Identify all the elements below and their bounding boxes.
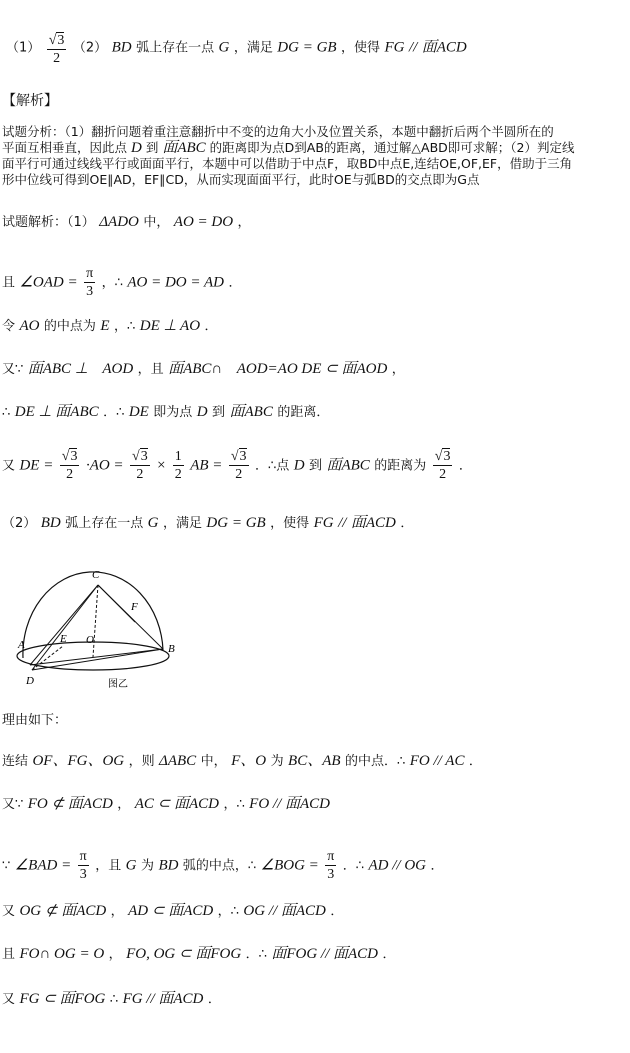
equation: DE = <box>19 457 54 474</box>
segment-ao: AO <box>19 318 40 334</box>
answer-part1-label: （1） <box>6 40 41 56</box>
label-a: A <box>18 639 25 651</box>
answer-text: ，满足 <box>233 40 273 56</box>
reason-text: ．∴ <box>245 947 267 962</box>
one-half <box>173 448 184 483</box>
times-symbol: × <box>156 457 167 474</box>
equation: DG = GB <box>277 39 337 56</box>
answer-text: ，使得 <box>341 40 381 56</box>
solution-text: ． <box>400 516 414 531</box>
plane-abc: 面ABC ⊥ <box>27 361 88 377</box>
answer-part2-label: （2） <box>72 40 108 56</box>
reason-line-4 <box>2 902 343 921</box>
denominator: 2 <box>439 467 447 482</box>
label-e: E <box>60 633 67 645</box>
segment-co <box>93 585 98 657</box>
reason-intro <box>2 711 67 730</box>
segment-cf-part <box>98 585 135 622</box>
sqrt-arg: 3 <box>239 449 247 464</box>
numerator: π <box>79 849 87 864</box>
point-g: G <box>218 39 230 56</box>
equation: AB = <box>190 457 223 474</box>
solution-text: ．∴ <box>103 405 125 420</box>
analysis-line-1: 试题分析：（1）翻折问题着重注意翻折中不变的边角大小及位置关系，本题中翻折后两个半圆所在的 <box>2 124 554 139</box>
reason-text: 且 <box>2 947 16 962</box>
solution-text: ∴ <box>2 405 11 420</box>
pi-over-3 <box>84 265 95 300</box>
reason-text: ， <box>117 797 131 812</box>
angle-bad: ∠BAD = <box>14 857 72 874</box>
angle-bog: ∠BOG = <box>260 857 319 874</box>
equation: AO = DO = AD <box>127 274 224 291</box>
segment-de: DE <box>128 404 149 420</box>
angle-oad: ∠OAD = <box>19 274 78 291</box>
denominator: 2 <box>174 467 182 482</box>
equation: FO∩ OG = O <box>19 946 105 962</box>
solution-text: 到 <box>212 405 226 420</box>
reason-text: ． <box>468 754 482 769</box>
denominator: 2 <box>53 51 61 66</box>
reason-line-1 <box>2 752 482 771</box>
segments: OF、FG、OG <box>32 753 125 769</box>
solution-text: ， <box>391 362 405 377</box>
arc-bd: BD <box>111 39 132 56</box>
segment-ab <box>30 649 163 665</box>
solution-line-6 <box>2 448 472 483</box>
reason-text: ∵ <box>2 858 11 874</box>
sqrt-arg: 3 <box>70 449 78 464</box>
sqrt3-over-2: $\frac{√3}{2}$ <box>132 449 148 482</box>
equation: FG // 面ACD <box>122 991 204 1007</box>
denominator: 2 <box>235 467 243 482</box>
reason-text: 又 <box>2 992 16 1007</box>
solution-text: 的距离． <box>277 405 330 420</box>
reason-text: ，∴ <box>223 797 245 812</box>
equation: OG ⊄ 面ACD <box>19 903 107 919</box>
plane-acd: 面ACD <box>350 515 396 531</box>
reason-text: ∴ <box>109 992 119 1007</box>
denominator: 2 <box>136 467 144 482</box>
denominator: 2 <box>66 467 74 482</box>
reason-text: ． <box>430 858 444 874</box>
solution-text: ，使得 <box>270 516 310 531</box>
reason-text: ， <box>110 904 124 919</box>
label-c: C <box>92 569 100 581</box>
solution-text: ，满足 <box>162 516 202 531</box>
solution-line-5 <box>2 403 329 422</box>
solution-text: 的中点为 <box>43 319 96 334</box>
equation: ·AO = <box>85 457 124 474</box>
equation: FO // AC <box>409 753 465 769</box>
point-d: D <box>131 140 142 156</box>
plane-abc: 面ABC <box>229 404 273 420</box>
solution-text: 试题解析：（1） <box>2 215 95 230</box>
parallel-symbol: // <box>408 39 418 56</box>
reason-line-2 <box>2 795 330 814</box>
analysis-line-4: 形中位线可得到OE∥AD，EF∥CD，从而实现面面平行，此时OE与弧BD的交点即为G点 <box>2 172 480 187</box>
sqrt-arg: 3 <box>140 449 148 464</box>
figure-caption: 图乙 <box>108 679 128 690</box>
reason-text: ， <box>108 947 122 962</box>
reason-text: 理由如下： <box>2 713 68 728</box>
point-d: D <box>293 457 305 474</box>
geometry-figure <box>10 562 190 692</box>
point-e: E <box>100 318 110 334</box>
solution-text: 的距离为 <box>374 458 427 474</box>
solution-text: ． <box>458 458 472 474</box>
equation: AO = DO <box>173 214 234 230</box>
analysis-heading: 【解析】 <box>2 93 58 109</box>
denominator: 3 <box>79 867 87 882</box>
point-g: G <box>125 857 137 874</box>
solution-line-1 <box>2 213 251 232</box>
reason-text: 中， <box>200 754 227 769</box>
answer-line <box>6 30 467 65</box>
solution-text: 即为点 <box>153 405 193 420</box>
equation: AC ⊂ 面ACD <box>134 796 219 812</box>
arc-bd: BD <box>40 515 61 531</box>
answer-text: 弧上存在一点 <box>136 40 215 56</box>
segment-fg: FG <box>313 515 334 531</box>
equation: OG // 面ACD <box>243 903 326 919</box>
sqrt3-over-2: $\frac{√3}{2}$ <box>48 33 65 66</box>
analysis-line-2 <box>2 140 630 156</box>
triangle-ado: ΔADO <box>99 214 139 230</box>
analysis-text: 到 <box>145 140 159 155</box>
solution-text: ，∴ <box>101 275 123 291</box>
equation: AD // OG <box>368 857 426 874</box>
pi-over-3 <box>325 848 336 883</box>
reason-text: ．∴ <box>342 858 365 874</box>
parallel-symbol: // <box>338 515 347 531</box>
plane-abc: 面ABC∩ <box>168 361 223 377</box>
points: F、O <box>231 753 267 769</box>
reason-text: ． <box>330 904 344 919</box>
reason-text: 又∵ <box>2 797 24 812</box>
solution-text: ，∴ <box>114 319 136 334</box>
solution-text: 令 <box>2 319 16 334</box>
numerator: 1 <box>174 449 182 464</box>
reason-line-3 <box>2 848 443 883</box>
equation: DE ⊥ AO <box>139 318 201 334</box>
analysis-text: 的距离即为点D到AB的距离，通过解△ABD即可求解；（2）判定线 <box>209 140 575 155</box>
numerator: π <box>86 266 94 281</box>
sqrt3-over-2: $\frac{√3}{2}$ <box>61 449 78 482</box>
solution-text: 弧上存在一点 <box>65 516 144 531</box>
sqrt-arg: 3 <box>443 449 451 464</box>
reason-text: ． <box>382 947 396 962</box>
solution-line-2 <box>2 265 241 300</box>
plane-abc: 面ABC <box>326 457 370 474</box>
plane-aod: AOD <box>102 361 134 377</box>
solution-text: 到 <box>309 458 323 474</box>
plane-acd: 面ACD <box>421 39 467 56</box>
sqrt3-over-2: $\frac{√3}{2}$ <box>230 449 247 482</box>
sqrt-arg: 3 <box>57 33 65 48</box>
reason-line-5 <box>2 945 395 964</box>
reason-text: ，且 <box>95 858 122 874</box>
solution-line-3 <box>2 317 218 336</box>
reason-text: 弧的中点，∴ <box>182 858 257 874</box>
equation: AD ⊂ 面ACD <box>128 903 214 919</box>
plane-abc: 面ABC <box>162 140 206 156</box>
denominator: 3 <box>327 867 335 882</box>
solution-text: 中， <box>143 215 170 230</box>
label-d: D <box>26 675 34 687</box>
solution-line-7 <box>2 514 413 533</box>
equation: DE ⊥ 面ABC <box>14 404 99 420</box>
reason-text: ，则 <box>128 754 155 769</box>
label-b: B <box>168 643 175 655</box>
segment-ac <box>30 585 98 665</box>
analysis-text: 平面互相垂直，因此点 <box>2 140 128 155</box>
reason-text: 又 <box>2 904 16 919</box>
solution-text: 又∵ <box>2 362 24 377</box>
numerator: π <box>327 849 335 864</box>
reason-text: 为 <box>270 754 284 769</box>
equation: DG = GB <box>206 515 266 531</box>
solution-text: ， <box>237 215 251 230</box>
reason-text: 连结 <box>2 754 29 769</box>
reason-text: 的中点．∴ <box>344 754 406 769</box>
triangle-abc: ΔABC <box>159 753 197 769</box>
solution-text: ．∴点 <box>254 458 290 474</box>
equation: FO // 面ACD <box>249 796 331 812</box>
label-f: F <box>131 601 138 613</box>
segment-fg: FG <box>384 39 405 56</box>
solution-text: 且 <box>2 275 16 291</box>
analysis-line-3: 面平行可通过线线平行或面面平行，本题中可以借助于中点F，取BD中点E,连结OE,OF,EF，借助于三角 <box>2 156 573 171</box>
sqrt3-over-2: $\frac{√3}{2}$ <box>434 449 451 482</box>
label-o: O <box>86 634 94 646</box>
reason-line-6 <box>2 990 221 1009</box>
reason-text: ，∴ <box>217 904 239 919</box>
solution-text: ． <box>228 275 242 291</box>
solution-line-4 <box>2 360 405 379</box>
solution-text: ． <box>204 319 218 334</box>
analysis-paragraph <box>2 124 630 188</box>
equation: AOD=AO DE ⊂ 面AOD <box>236 361 388 377</box>
pi-over-3 <box>78 848 89 883</box>
denominator: 3 <box>86 284 94 299</box>
equation: FO ⊄ 面ACD <box>27 796 113 812</box>
reason-text: ． <box>207 992 221 1007</box>
equation: FO, OG ⊂ 面FOG <box>126 946 242 962</box>
point-d: D <box>196 404 208 420</box>
solution-text: ，且 <box>137 362 164 377</box>
solution-text: （2） <box>2 516 37 531</box>
equation: FG ⊂ 面FOG <box>19 991 106 1007</box>
solution-text: 又 <box>2 458 16 474</box>
segments: BC、AB <box>288 753 341 769</box>
equation: 面FOG // 面ACD <box>271 946 379 962</box>
reason-text: 为 <box>140 858 154 874</box>
point-g: G <box>147 515 159 531</box>
arc-bd: BD <box>158 857 179 874</box>
